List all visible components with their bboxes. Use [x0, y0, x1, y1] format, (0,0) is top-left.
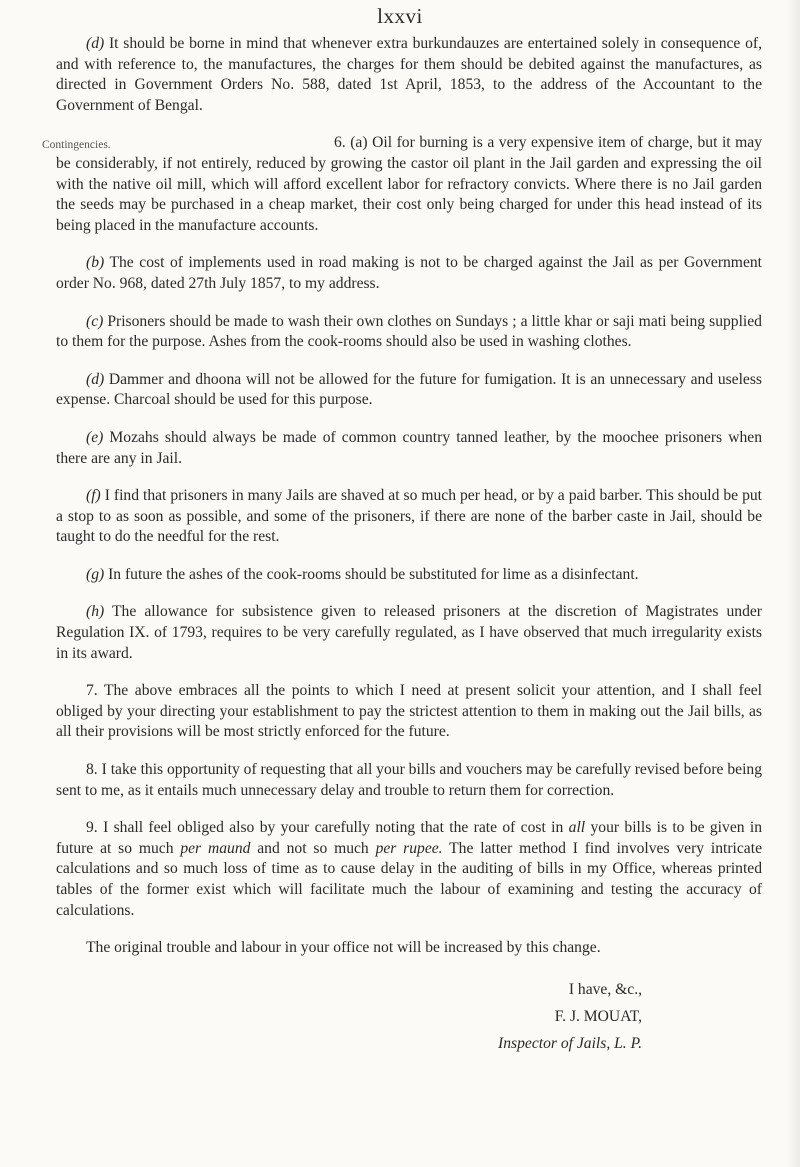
paragraph-text: I take this opportunity of requesting that all your bills and vouchers may be carefully revised before being sent to me, as it entails much unnecessary delay and trouble to return them for correction. — [56, 761, 762, 799]
page-number: lxxvi — [377, 4, 423, 28]
paragraph-marker: (h) — [86, 603, 105, 621]
paragraph-marker: (d) — [86, 370, 105, 388]
paragraph-text: The latter method I find involves very intricate calculations and so much loss of time as to cause delay in the auditing of bills in my Office, whereas printed tables of the former exist which will facilitate much the labour of examining and testing the accuracy of calculations. — [56, 839, 762, 919]
paragraph-marker: (c) — [86, 312, 104, 330]
paragraph-e — [56, 428, 762, 469]
paragraph-f — [56, 486, 762, 548]
paragraph-g — [56, 565, 762, 586]
paragraph-c — [56, 312, 762, 353]
paragraph-text: It should be borne in mind that whenever extra burkundauzes are entertained solely in consequence of, and with reference to, the manufactures, the charges for them should be debited against the manufactures, as directed in Government Orders No. 588, dated 1st April, 1853, to the address of the Accountant to the Government of Bengal. — [56, 35, 763, 114]
paragraph-marker: 9. — [86, 819, 98, 837]
paragraph-text: your bills is to be given in future at so much — [56, 819, 763, 857]
paragraph-marker: 6. (a) — [334, 134, 368, 152]
paragraph-text: Prisoners should be made to wash their own clothes on Sundays ; a little khar or saji mati being supplied to them for the purpose. Ashes from the cook-rooms should also be used in washing clothes. — [56, 312, 762, 351]
paragraph-7 — [56, 681, 762, 743]
salutation: I have, &c., — [568, 980, 642, 998]
paragraph-text: and not so much — [257, 839, 369, 857]
paragraph-8 — [56, 760, 762, 801]
letter-body — [42, 34, 763, 1057]
emphasis-per-rupee: per rupee. — [375, 839, 443, 857]
paragraph-marker: (g) — [86, 565, 105, 583]
paragraph-text: I find that prisoners in many Jails are shaved at so much per head, or by a paid barber. This should be put a stop to as soon as possible, and some of the prisoners, if there are none of the barber caste in Jail, should be taught to do the needful for the rest. — [56, 487, 763, 546]
paragraph-marker: (d) — [86, 35, 105, 52]
paragraph-text: The cost of implements used in road making is not to be charged against the Jail as per Government order No. 968, dated 27th July 1857, to my address. — [56, 254, 762, 292]
paragraph-marker: 7. — [86, 682, 98, 700]
paragraph-marker: (f) — [86, 487, 101, 505]
margin-note: Contingencies. — [42, 139, 111, 152]
page-edge-shadow — [786, 0, 800, 1167]
paragraph-9 — [56, 818, 762, 921]
emphasis-per-maund: per maund — [180, 839, 251, 857]
paragraph-text: I shall feel obliged also by your carefully noting that the rate of cost in — [103, 819, 564, 837]
signature-block — [56, 976, 762, 1057]
paragraph-marker: 8. — [86, 761, 98, 779]
paragraph-text: Mozahs should always be made of common country tanned leather, by the moochee prisoners when there are any in Jail. — [56, 428, 762, 467]
paragraph-text: The allowance for subsistence given to released prisoners at the discretion of Magistrates under Regulation IX. of 1793, requires to be very carefully regulated, as I have observed that much irregularity exists in its award. — [56, 603, 762, 662]
paragraph-d2 — [56, 370, 762, 411]
closing-paragraph: The original trouble and labour in your office not will be increased by this change. — [86, 939, 601, 957]
paragraph-marker: (b) — [86, 254, 105, 272]
paragraph-text: The above embraces all the points to which I need at present solicit your attention, and I shall feel obliged by your directing your establishment to pay the strictest attention to them in making out the Jail bills, as all their provisions will be most strictly enforced for the future. — [56, 682, 762, 741]
paragraph-d — [56, 34, 762, 116]
signatory-title: Inspector of Jails, L. P. — [498, 1034, 642, 1052]
emphasis-all: all — [568, 819, 586, 837]
paragraph-b — [56, 253, 762, 294]
paragraph-text: Dammer and dhoona will not be allowed for the future for fumigation. It is an unnecessary and useless expense. Charcoal should be used for this purpose. — [56, 370, 762, 409]
paragraph-h — [56, 602, 762, 664]
paragraph-marker: (e) — [86, 428, 104, 446]
paragraph-text: Oil for burning is a very expensive item of charge, but it may be considerably, if not entirely, reduced by growing the castor oil plant in the Jail garden and expressing the oil with the native oil mill, which will afford excellent labor for refractory convicts. Where there is no Jail garden the seeds may be purchased in a cheap market, their cost only being charged for under this head instead of its being placed in the manufacture accounts. — [56, 134, 763, 234]
signatory-name: F. J. MOUAT, — [554, 1007, 642, 1025]
paragraph-6a — [42, 133, 763, 236]
paragraph-text: In future the ashes of the cook-rooms should be substituted for lime as a disinfectant. — [108, 565, 639, 583]
